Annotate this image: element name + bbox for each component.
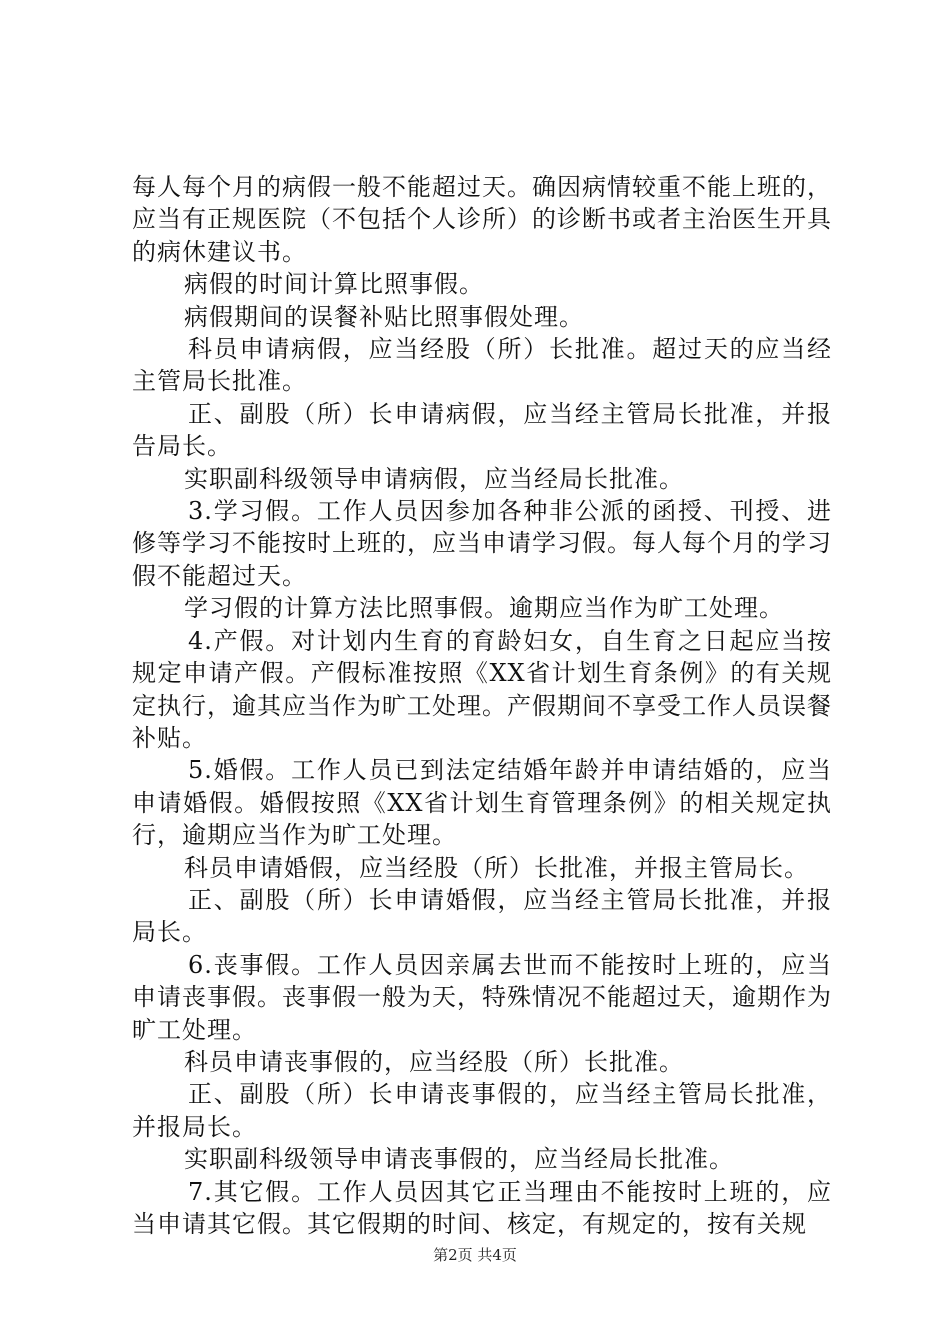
paragraph: 正、副股（所）长申请病假，应当经主管局长批准，并报告局长。 — [132, 399, 832, 461]
paragraph: 正、副股（所）长申请丧事假的，应当经主管局长批准，并报局长。 — [132, 1080, 832, 1141]
paragraph: 3.学习假。工作人员因参加各种非公派的函授、刊授、进修等学习不能按时上班的，应当申请学习假。每人每个月的学习假不能超过天。 — [132, 497, 832, 590]
paragraph: 实职副科级领导申请病假，应当经局长批准。 — [184, 464, 684, 493]
paragraph: 科员申请病假，应当经股（所）长批准。超过天的应当经主管局长批准。 — [132, 335, 832, 396]
document-body — [132, 171, 832, 1240]
paragraph: 7.其它假。工作人员因其它正当理由不能按时上班的，应当申请其它假。其它假期的时间、核定，有规定的，按有关规 — [132, 1177, 832, 1238]
paragraph: 6.丧事假。工作人员因亲属去世而不能按时上班的，应当申请丧事假。丧事假一般为天，特殊情况不能超过天，逾期作为旷工处理。 — [132, 950, 832, 1044]
paragraph: 实职副科级领导申请丧事假的，应当经局长批准。 — [184, 1145, 734, 1174]
paragraph: 每人每个月的病假一般不能超过天。确因病情较重不能上班的，应当有正规医院（不包括个人诊所）的诊断书或者主治医生开具的病休建议书。 — [132, 173, 832, 266]
paragraph: 科员申请婚假，应当经股（所）长批准，并报主管局长。 — [184, 853, 809, 882]
paragraph: 5.婚假。工作人员已到法定结婚年龄并申请结婚的，应当申请婚假。婚假按照《XX省计划生育管理条例》的相关规定执行，逾期应当作为旷工处理。 — [132, 756, 832, 850]
paragraph: 学习假的计算方法比照事假。逾期应当作为旷工处理。 — [184, 594, 784, 623]
paragraph: 病假的时间计算比照事假。 — [184, 270, 484, 299]
paragraph: 正、副股（所）长申请婚假，应当经主管局长批准，并报局长。 — [132, 885, 832, 947]
paragraph: 病假期间的误餐补贴比照事假处理。 — [184, 302, 584, 331]
paragraph: 4.产假。对计划内生育的育龄妇女，自生育之日起应当按规定申请产假。产假标准按照《XX省计划生育条例》的有关规定执行，逾其应当作为旷工处理。产假期间不享受工作人员误餐补贴。 — [132, 626, 832, 752]
page-footer: 第2页 共4页 — [433, 1246, 517, 1264]
paragraph: 科员申请丧事假的，应当经股（所）长批准。 — [184, 1047, 684, 1076]
